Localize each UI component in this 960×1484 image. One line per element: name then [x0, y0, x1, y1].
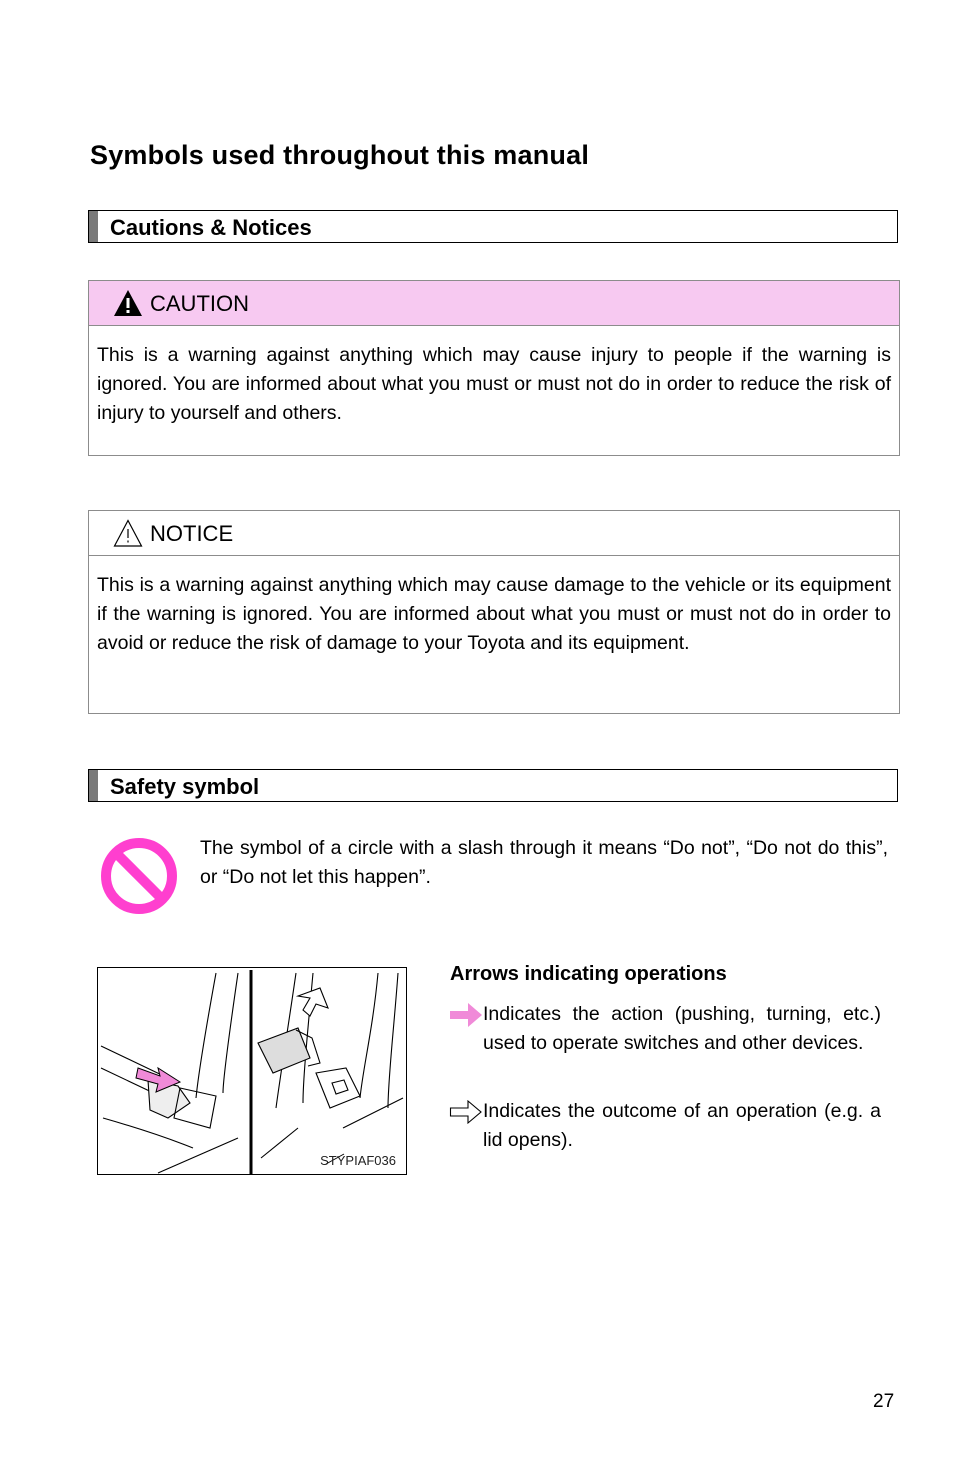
- section-heading-label: Cautions & Notices: [110, 215, 312, 240]
- page-title: Symbols used throughout this manual: [90, 140, 590, 170]
- safety-symbol-text: The symbol of a circle with a slash through it means “Do not”, “Do not do this”, or “Do not let this happen”.: [200, 837, 888, 888]
- illustration-code: STYPIAF036: [320, 1153, 396, 1168]
- section-heading-cautions: [88, 210, 898, 243]
- caution-title: CAUTION: [150, 291, 249, 316]
- prohibition-circle-icon: [101, 838, 177, 914]
- warning-triangle-filled-icon: [113, 289, 143, 317]
- caution-text: This is a warning against anything which may cause injury to people if the warning is ignored. You are informed about what you must or must not do in order to reduce the risk of injury to yourself and others.: [97, 344, 891, 424]
- notice-header: [89, 511, 899, 556]
- section-heading-safety: [88, 769, 898, 802]
- section-heading-label: Safety symbol: [110, 774, 260, 799]
- section-accent: [89, 211, 98, 242]
- caution-box: [88, 280, 900, 456]
- notice-box: [88, 510, 900, 714]
- outcome-arrow-text: Indicates the outcome of an operation (e.g. a lid opens).: [483, 1100, 881, 1151]
- action-arrow-text: Indicates the action (pushing, turning, etc.) used to operate switches and other devices.: [483, 1003, 881, 1054]
- page-number: 27: [873, 1391, 895, 1412]
- seatbelt-buckle-drawing: [98, 968, 407, 1175]
- caution-header: [89, 281, 899, 326]
- outcome-arrow-icon: [449, 1099, 483, 1125]
- arrows-heading: Arrows indicating operations: [450, 963, 727, 985]
- notice-text: This is a warning against anything which may cause damage to the vehicle or its equipment if the warning is ignored. You are informed about what you must or must not do in order to avoid or reduce the risk of damage to your Toyota and its equipment.: [97, 574, 891, 654]
- section-accent: [89, 770, 98, 801]
- seatbelt-illustration: [97, 967, 407, 1175]
- notice-title: NOTICE: [150, 521, 234, 546]
- action-arrow-icon: [449, 1002, 483, 1028]
- warning-triangle-outline-icon: [113, 519, 143, 547]
